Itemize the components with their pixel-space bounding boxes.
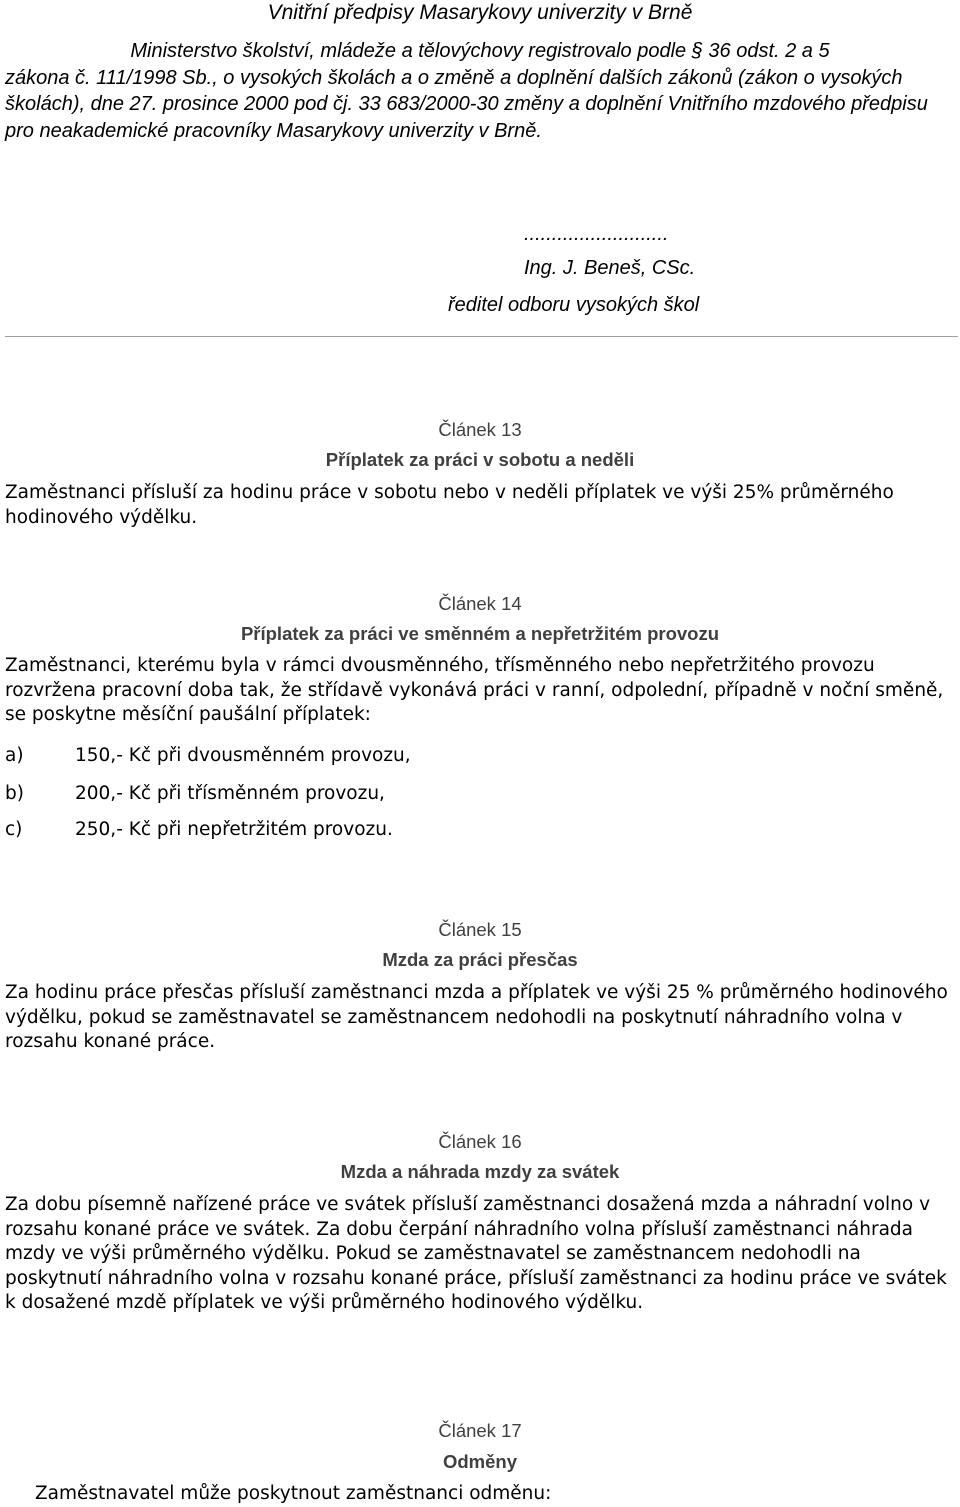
- article-13-title: Příplatek za práci v sobotu a neděli: [325, 449, 635, 470]
- article-17-number: Článek 17: [438, 1420, 522, 1441]
- article-16-title: Mzda a náhrada mzdy za svátek: [340, 1161, 620, 1182]
- article-17-text: Zaměstnavatel může poskytnout zaměstnanci odměnu:: [35, 1483, 552, 1504]
- article-14-number: Článek 14: [438, 593, 522, 614]
- section-divider: [5, 336, 958, 337]
- article-15-number: Článek 15: [438, 919, 522, 940]
- list-marker: c): [5, 819, 23, 840]
- list-item-text: 250,- Kč při nepřetržitém provozu.: [75, 819, 393, 840]
- article-14-title: Příplatek za práci ve směnném a nepřetržitém provozu: [240, 623, 720, 644]
- article-15-text: Za hodinu práce přesčas přísluší zaměstnanci mzda a příplatek ve výši 25 % průměrného hodinového výdělku, pokud se zaměstnavatel se zaměstnancem nedohodli na poskytnutí náhradního volna v rozsahu konané práce.: [5, 982, 948, 1052]
- article-14-text: Zaměstnanci, kterému byla v rámci dvousměnného, třísměnného nebo nepřetržitého provozu rozvržena pracovní doba tak, že střídavě vykonává práci v ranní, odpolední, případně v noční směně, se poskytne měsíční paušální příplatek:: [5, 655, 944, 725]
- signature-line: ..........................: [524, 223, 669, 245]
- article-16-text: Za dobu písemně nařízené práce ve svátek přísluší zaměstnanci dosažená mzda a náhradní volno v rozsahu konané práce ve svátek. Za dobu čerpání náhradního volna přísluší zaměstnanci náhrada mzdy ve výši průměrného výdělku. Pokud se zaměstnavatel se zaměstnancem nedohodli na poskytnutí náhradního volna v rozsahu konané práce, přísluší zaměstnanci za hodinu práce ve svátek k dosažené mzdě příplatek ve výši průměrného hodinového výdělku.: [5, 1194, 947, 1313]
- signatory-role: ředitel odboru vysokých škol: [448, 294, 700, 316]
- ministry-note-body: zákona č. 111/1998 Sb., o vysokých školách a o změně a doplnění dalších zákonů (zákon o vysokých školách), dne 27. prosince 2000 pod čj. 33 683/2000-30 změny a doplnění Vnitřního mzdového předpisu pro neakademické pracovníky Masarykovy univerzity v Brně.: [5, 66, 928, 142]
- list-item: [5, 782, 905, 806]
- article-13-number: Článek 13: [438, 419, 522, 440]
- list-item: [5, 744, 905, 768]
- list-marker: b): [5, 783, 24, 804]
- article-17-title: Odměny: [442, 1451, 518, 1472]
- signatory-name: Ing. J. Beneš, CSc.: [524, 257, 696, 279]
- article-13-text: Zaměstnanci přísluší za hodinu práce v sobotu nebo v neděli příplatek ve výši 25% průměrného hodinového výdělku.: [5, 482, 894, 528]
- ministry-note-first-line: Ministerstvo školství, mládeže a tělovýchovy registrovalo podle § 36 odst. 2 a 5: [130, 40, 830, 62]
- list-marker: a): [5, 745, 24, 766]
- running-header: Vnitřní předpisy Masarykovy univerzity v Brně: [267, 1, 693, 24]
- list-item-text: 200,- Kč při třísměnném provozu,: [75, 783, 385, 804]
- ministry-registration-note: [5, 38, 955, 144]
- list-item: [5, 818, 905, 842]
- article-15-title: Mzda za práci přesčas: [382, 949, 578, 970]
- list-item-text: 150,- Kč při dvousměnném provozu,: [75, 745, 411, 766]
- article-16-number: Článek 16: [438, 1131, 522, 1152]
